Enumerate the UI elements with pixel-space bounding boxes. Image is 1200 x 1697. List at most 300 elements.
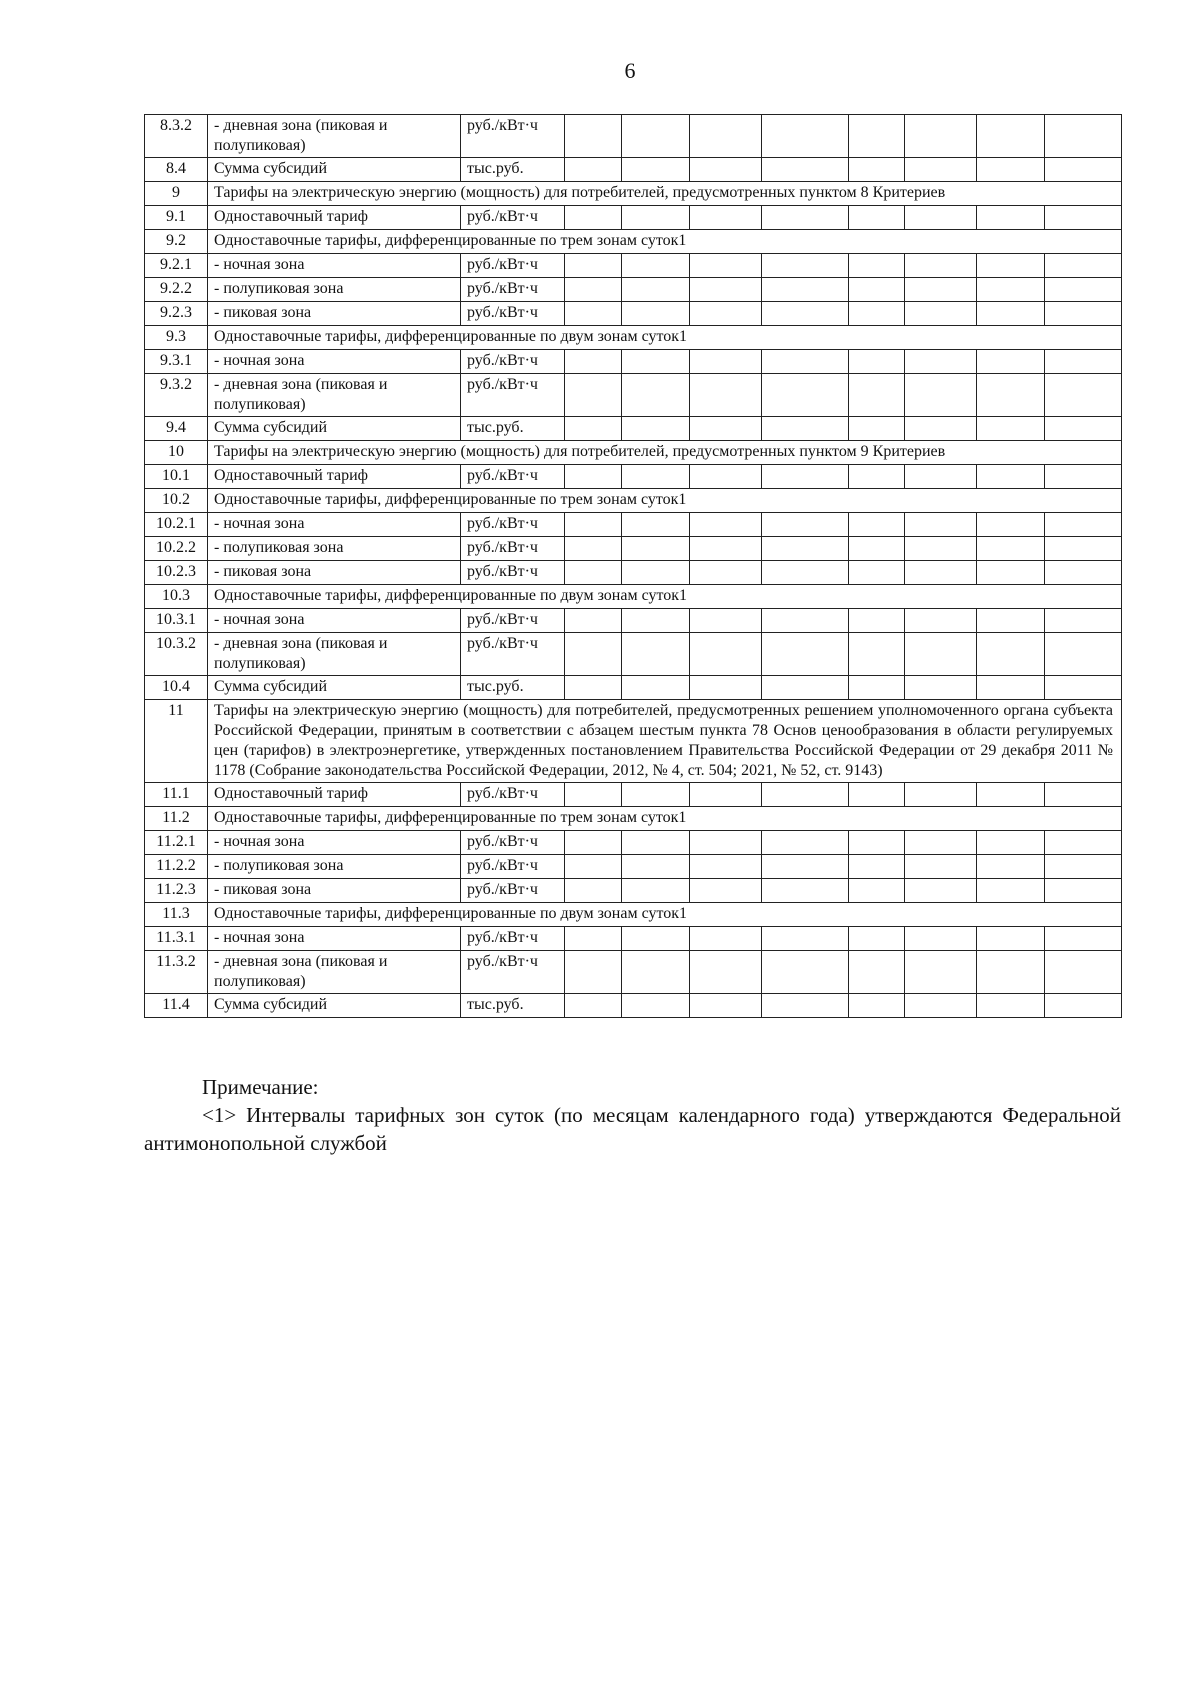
row-number-cell: 9 <box>145 182 208 206</box>
indicator-name-cell: - ночная зона <box>208 831 461 855</box>
value-cell <box>565 927 622 951</box>
value-cell <box>905 302 977 326</box>
value-cell <box>762 350 849 374</box>
value-cell <box>905 115 977 158</box>
value-cell <box>762 158 849 182</box>
value-cell <box>905 465 977 489</box>
value-cell <box>690 158 762 182</box>
row-number-cell: 11.3 <box>145 903 208 927</box>
row-number-cell: 10.2.1 <box>145 513 208 537</box>
indicator-name-cell: Сумма субсидий <box>208 158 461 182</box>
value-cell <box>565 676 622 700</box>
row-number-cell: 10.3.1 <box>145 609 208 633</box>
value-cell <box>977 633 1045 676</box>
value-cell <box>565 879 622 903</box>
value-cell <box>565 158 622 182</box>
indicator-name-cell: - полупиковая зона <box>208 855 461 879</box>
table-row <box>145 441 1122 465</box>
row-number-cell: 10.3.2 <box>145 633 208 676</box>
table-row <box>145 326 1122 350</box>
table-row <box>145 609 1122 633</box>
value-cell <box>762 278 849 302</box>
row-number-cell: 9.3.2 <box>145 374 208 417</box>
value-cell <box>1045 676 1122 700</box>
value-cell <box>622 254 690 278</box>
note-title: Примечание: <box>202 1075 319 1099</box>
value-cell <box>905 561 977 585</box>
value-cell <box>565 302 622 326</box>
unit-cell: руб./кВт·ч <box>461 254 565 278</box>
value-cell <box>565 951 622 994</box>
unit-cell: руб./кВт·ч <box>461 350 565 374</box>
value-cell <box>622 374 690 417</box>
indicator-name-cell: Сумма субсидий <box>208 994 461 1018</box>
section-heading-cell: Одноставочные тарифы, дифференцированные по трем зонам суток1 <box>208 807 1122 831</box>
table-body <box>145 115 1122 1018</box>
value-cell <box>565 633 622 676</box>
value-cell <box>622 206 690 230</box>
value-cell <box>977 513 1045 537</box>
tariff-table <box>144 114 1122 1018</box>
value-cell <box>1045 831 1122 855</box>
value-cell <box>905 537 977 561</box>
unit-cell: руб./кВт·ч <box>461 278 565 302</box>
value-cell <box>565 537 622 561</box>
row-number-cell: 11 <box>145 700 208 783</box>
row-number-cell: 10.2 <box>145 489 208 513</box>
value-cell <box>977 115 1045 158</box>
value-cell <box>762 254 849 278</box>
note-text: <1> Интервалы тарифных зон суток (по месяцам календарного года) утверждаются Федеральной антимонопольной службой <box>144 1103 1121 1155</box>
value-cell <box>1045 115 1122 158</box>
unit-cell: руб./кВт·ч <box>461 783 565 807</box>
value-cell <box>905 278 977 302</box>
value-cell <box>1045 951 1122 994</box>
indicator-name-cell: - ночная зона <box>208 254 461 278</box>
indicator-name-cell: - ночная зона <box>208 513 461 537</box>
value-cell <box>762 609 849 633</box>
row-number-cell: 11.2.2 <box>145 855 208 879</box>
value-cell <box>565 994 622 1018</box>
value-cell <box>622 350 690 374</box>
section-heading-cell: Одноставочные тарифы, дифференцированные по трем зонам суток1 <box>208 230 1122 254</box>
value-cell <box>977 855 1045 879</box>
value-cell <box>977 537 1045 561</box>
row-number-cell: 10 <box>145 441 208 465</box>
table-row <box>145 927 1122 951</box>
value-cell <box>977 374 1045 417</box>
value-cell <box>977 254 1045 278</box>
section-heading-cell: Одноставочные тарифы, дифференцированные по двум зонам суток1 <box>208 903 1122 927</box>
value-cell <box>622 879 690 903</box>
value-cell <box>905 951 977 994</box>
value-cell <box>690 783 762 807</box>
table-row <box>145 115 1122 158</box>
value-cell <box>622 302 690 326</box>
unit-cell: руб./кВт·ч <box>461 115 565 158</box>
indicator-name-cell: Сумма субсидий <box>208 676 461 700</box>
unit-cell: руб./кВт·ч <box>461 609 565 633</box>
row-number-cell: 11.3.1 <box>145 927 208 951</box>
row-number-cell: 10.1 <box>145 465 208 489</box>
value-cell <box>849 513 905 537</box>
value-cell <box>1045 879 1122 903</box>
value-cell <box>1045 513 1122 537</box>
value-cell <box>690 676 762 700</box>
value-cell <box>622 537 690 561</box>
table-row <box>145 230 1122 254</box>
value-cell <box>905 417 977 441</box>
value-cell <box>690 537 762 561</box>
value-cell <box>690 302 762 326</box>
indicator-name-cell: Одноставочный тариф <box>208 465 461 489</box>
value-cell <box>762 537 849 561</box>
unit-cell: руб./кВт·ч <box>461 537 565 561</box>
value-cell <box>849 927 905 951</box>
table-row <box>145 585 1122 609</box>
table-row <box>145 158 1122 182</box>
table-row <box>145 879 1122 903</box>
value-cell <box>565 465 622 489</box>
unit-cell: тыс.руб. <box>461 676 565 700</box>
value-cell <box>565 115 622 158</box>
value-cell <box>977 561 1045 585</box>
section-heading-cell: Тарифы на электрическую энергию (мощность) для потребителей, предусмотренных пунктом 9 Критериев <box>208 441 1122 465</box>
indicator-name-cell: - пиковая зона <box>208 561 461 585</box>
value-cell <box>762 513 849 537</box>
value-cell <box>849 417 905 441</box>
value-cell <box>849 278 905 302</box>
value-cell <box>762 374 849 417</box>
table-row <box>145 489 1122 513</box>
row-number-cell: 10.2.2 <box>145 537 208 561</box>
row-number-cell: 9.2 <box>145 230 208 254</box>
value-cell <box>849 302 905 326</box>
indicator-name-cell: Одноставочный тариф <box>208 783 461 807</box>
value-cell <box>565 206 622 230</box>
value-cell <box>622 633 690 676</box>
value-cell <box>1045 633 1122 676</box>
unit-cell: руб./кВт·ч <box>461 855 565 879</box>
value-cell <box>1045 254 1122 278</box>
value-cell <box>849 115 905 158</box>
indicator-name-cell: - пиковая зона <box>208 302 461 326</box>
value-cell <box>1045 302 1122 326</box>
value-cell <box>565 278 622 302</box>
table-row <box>145 254 1122 278</box>
value-cell <box>905 783 977 807</box>
indicator-name-cell: Сумма субсидий <box>208 417 461 441</box>
value-cell <box>690 951 762 994</box>
unit-cell: руб./кВт·ч <box>461 879 565 903</box>
table-row <box>145 831 1122 855</box>
unit-cell: руб./кВт·ч <box>461 561 565 585</box>
indicator-name-cell: - дневная зона (пиковая и полупиковая) <box>208 951 461 994</box>
value-cell <box>690 633 762 676</box>
value-cell <box>849 158 905 182</box>
value-cell <box>905 831 977 855</box>
value-cell <box>1045 158 1122 182</box>
table-row <box>145 700 1122 783</box>
row-number-cell: 9.2.2 <box>145 278 208 302</box>
value-cell <box>565 855 622 879</box>
value-cell <box>977 350 1045 374</box>
value-cell <box>977 158 1045 182</box>
indicator-name-cell: - пиковая зона <box>208 879 461 903</box>
value-cell <box>1045 350 1122 374</box>
value-cell <box>762 951 849 994</box>
value-cell <box>690 115 762 158</box>
value-cell <box>905 158 977 182</box>
table-row <box>145 182 1122 206</box>
value-cell <box>622 927 690 951</box>
value-cell <box>690 927 762 951</box>
indicator-name-cell: - дневная зона (пиковая и полупиковая) <box>208 115 461 158</box>
value-cell <box>1045 855 1122 879</box>
value-cell <box>622 513 690 537</box>
table-row <box>145 676 1122 700</box>
value-cell <box>690 831 762 855</box>
unit-cell: руб./кВт·ч <box>461 951 565 994</box>
value-cell <box>1045 927 1122 951</box>
row-number-cell: 9.3.1 <box>145 350 208 374</box>
value-cell <box>1045 561 1122 585</box>
value-cell <box>977 994 1045 1018</box>
value-cell <box>905 676 977 700</box>
value-cell <box>622 951 690 994</box>
indicator-name-cell: - дневная зона (пиковая и полупиковая) <box>208 374 461 417</box>
row-number-cell: 11.4 <box>145 994 208 1018</box>
value-cell <box>977 831 1045 855</box>
row-number-cell: 11.1 <box>145 783 208 807</box>
value-cell <box>849 994 905 1018</box>
value-cell <box>905 994 977 1018</box>
section-heading-cell: Тарифы на электрическую энергию (мощность) для потребителей, предусмотренных пунктом 8 Критериев <box>208 182 1122 206</box>
value-cell <box>565 417 622 441</box>
value-cell <box>849 855 905 879</box>
value-cell <box>762 831 849 855</box>
value-cell <box>622 994 690 1018</box>
unit-cell: руб./кВт·ч <box>461 302 565 326</box>
value-cell <box>849 783 905 807</box>
value-cell <box>762 206 849 230</box>
table-row <box>145 206 1122 230</box>
value-cell <box>690 350 762 374</box>
table-row <box>145 374 1122 417</box>
value-cell <box>690 561 762 585</box>
value-cell <box>905 350 977 374</box>
value-cell <box>977 879 1045 903</box>
row-number-cell: 11.2.1 <box>145 831 208 855</box>
value-cell <box>1045 465 1122 489</box>
value-cell <box>565 783 622 807</box>
value-cell <box>905 513 977 537</box>
value-cell <box>1045 278 1122 302</box>
value-cell <box>1045 374 1122 417</box>
row-number-cell: 9.1 <box>145 206 208 230</box>
value-cell <box>762 302 849 326</box>
value-cell <box>622 855 690 879</box>
indicator-name-cell: - дневная зона (пиковая и полупиковая) <box>208 633 461 676</box>
value-cell <box>565 254 622 278</box>
unit-cell: тыс.руб. <box>461 417 565 441</box>
value-cell <box>977 302 1045 326</box>
row-number-cell: 10.2.3 <box>145 561 208 585</box>
value-cell <box>762 115 849 158</box>
value-cell <box>977 676 1045 700</box>
row-number-cell: 11.3.2 <box>145 951 208 994</box>
value-cell <box>622 831 690 855</box>
value-cell <box>565 350 622 374</box>
value-cell <box>849 254 905 278</box>
value-cell <box>849 561 905 585</box>
table-row <box>145 807 1122 831</box>
value-cell <box>622 115 690 158</box>
value-cell <box>565 374 622 417</box>
row-number-cell: 9.4 <box>145 417 208 441</box>
value-cell <box>762 465 849 489</box>
value-cell <box>622 278 690 302</box>
row-number-cell: 9.2.1 <box>145 254 208 278</box>
row-number-cell: 11.2.3 <box>145 879 208 903</box>
value-cell <box>905 254 977 278</box>
row-number-cell: 11.2 <box>145 807 208 831</box>
value-cell <box>905 633 977 676</box>
value-cell <box>622 561 690 585</box>
table-row <box>145 513 1122 537</box>
unit-cell: руб./кВт·ч <box>461 633 565 676</box>
row-number-cell: 9.2.3 <box>145 302 208 326</box>
value-cell <box>762 783 849 807</box>
table-row <box>145 465 1122 489</box>
table-row <box>145 350 1122 374</box>
value-cell <box>977 278 1045 302</box>
indicator-name-cell: - ночная зона <box>208 350 461 374</box>
row-number-cell: 9.3 <box>145 326 208 350</box>
value-cell <box>905 609 977 633</box>
value-cell <box>622 465 690 489</box>
value-cell <box>1045 783 1122 807</box>
value-cell <box>905 855 977 879</box>
value-cell <box>849 831 905 855</box>
indicator-name-cell: - ночная зона <box>208 609 461 633</box>
value-cell <box>1045 994 1122 1018</box>
section-heading-cell: Тарифы на электрическую энергию (мощность) для потребителей, предусмотренных решением уполномоченного органа субъекта Российской Федерации, принятым в соответствии с абзацем шестым пункта 78 Основ ценообразования в области регулируемых цен (тарифов) в электроэнергетике, утвержденных постановлением Правительства Российской Федерации от 29 декабря 2011 № 1178 (Собрание законодательства Российской Федерации, 2012, № 4, ст. 504; 2021, № 52, ст. 9143) <box>208 700 1122 783</box>
value-cell <box>1045 609 1122 633</box>
indicator-name-cell: - ночная зона <box>208 927 461 951</box>
table-row <box>145 278 1122 302</box>
value-cell <box>849 879 905 903</box>
value-cell <box>849 374 905 417</box>
unit-cell: руб./кВт·ч <box>461 831 565 855</box>
value-cell <box>905 374 977 417</box>
row-number-cell: 10.4 <box>145 676 208 700</box>
table-row <box>145 783 1122 807</box>
unit-cell: тыс.руб. <box>461 994 565 1018</box>
unit-cell: руб./кВт·ч <box>461 513 565 537</box>
value-cell <box>762 994 849 1018</box>
section-heading-cell: Одноставочные тарифы, дифференцированные по двум зонам суток1 <box>208 585 1122 609</box>
value-cell <box>762 633 849 676</box>
value-cell <box>1045 417 1122 441</box>
value-cell <box>762 879 849 903</box>
table-row <box>145 903 1122 927</box>
value-cell <box>622 609 690 633</box>
value-cell <box>905 927 977 951</box>
page-number: 6 <box>624 58 636 83</box>
value-cell <box>977 927 1045 951</box>
value-cell <box>690 254 762 278</box>
value-cell <box>849 350 905 374</box>
value-cell <box>690 513 762 537</box>
table-row <box>145 855 1122 879</box>
value-cell <box>690 374 762 417</box>
value-cell <box>565 831 622 855</box>
value-cell <box>762 855 849 879</box>
value-cell <box>622 676 690 700</box>
value-cell <box>849 951 905 994</box>
value-cell <box>690 465 762 489</box>
value-cell <box>622 417 690 441</box>
value-cell <box>977 951 1045 994</box>
value-cell <box>762 927 849 951</box>
indicator-name-cell: Одноставочный тариф <box>208 206 461 230</box>
table-row <box>145 951 1122 994</box>
value-cell <box>762 676 849 700</box>
value-cell <box>849 609 905 633</box>
unit-cell: руб./кВт·ч <box>461 927 565 951</box>
value-cell <box>1045 206 1122 230</box>
section-heading-cell: Одноставочные тарифы, дифференцированные по двум зонам суток1 <box>208 326 1122 350</box>
value-cell <box>905 879 977 903</box>
value-cell <box>622 783 690 807</box>
value-cell <box>977 417 1045 441</box>
value-cell <box>762 417 849 441</box>
table-row <box>145 561 1122 585</box>
section-heading-cell: Одноставочные тарифы, дифференцированные по трем зонам суток1 <box>208 489 1122 513</box>
value-cell <box>622 158 690 182</box>
value-cell <box>690 278 762 302</box>
value-cell <box>977 609 1045 633</box>
value-cell <box>690 206 762 230</box>
value-cell <box>690 855 762 879</box>
value-cell <box>849 206 905 230</box>
row-number-cell: 8.3.2 <box>145 115 208 158</box>
unit-cell: тыс.руб. <box>461 158 565 182</box>
value-cell <box>762 561 849 585</box>
value-cell <box>977 783 1045 807</box>
value-cell <box>565 609 622 633</box>
value-cell <box>849 676 905 700</box>
value-cell <box>1045 537 1122 561</box>
row-number-cell: 10.3 <box>145 585 208 609</box>
value-cell <box>849 537 905 561</box>
value-cell <box>849 633 905 676</box>
value-cell <box>905 206 977 230</box>
unit-cell: руб./кВт·ч <box>461 206 565 230</box>
value-cell <box>565 513 622 537</box>
unit-cell: руб./кВт·ч <box>461 374 565 417</box>
table-row <box>145 537 1122 561</box>
value-cell <box>690 994 762 1018</box>
unit-cell: руб./кВт·ч <box>461 465 565 489</box>
value-cell <box>977 465 1045 489</box>
table-row <box>145 302 1122 326</box>
value-cell <box>565 561 622 585</box>
value-cell <box>690 879 762 903</box>
indicator-name-cell: - полупиковая зона <box>208 278 461 302</box>
value-cell <box>690 417 762 441</box>
